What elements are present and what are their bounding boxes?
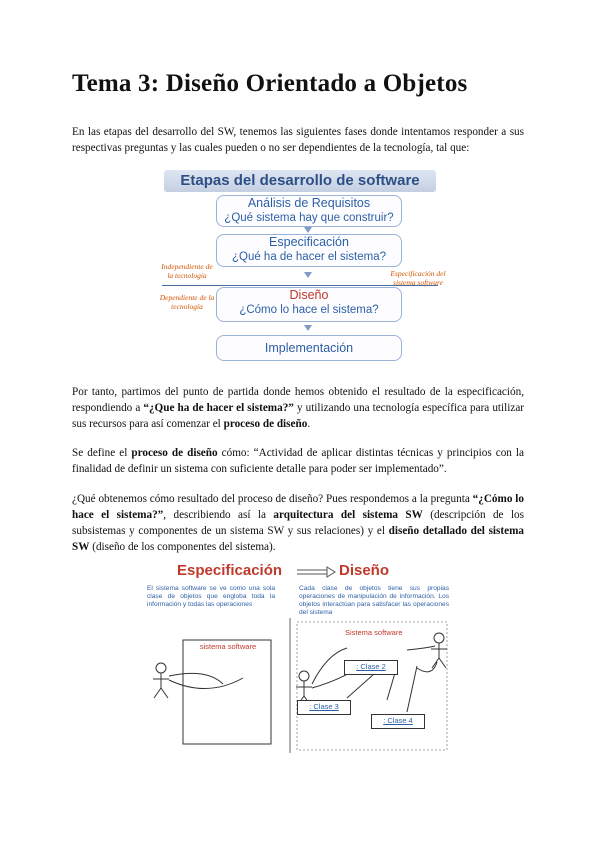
class-3-box [297, 700, 351, 715]
intro-line-1: En las etapas del desarrollo del SW, tenemos las siguientes fases donde intentamos responder a sus [72, 126, 524, 138]
left-system-label: sistema software [199, 642, 257, 651]
stage-implementation [216, 335, 402, 361]
stage-specification-title: Especificación [269, 235, 349, 249]
paragraph-design-result [72, 491, 524, 555]
text: (descripción de los subsistemas [72, 509, 524, 537]
text: . [307, 418, 311, 430]
diagram-lines [147, 618, 457, 753]
bold-term: diseño detallado del sistema SW [72, 525, 524, 553]
arrow-down-icon [304, 272, 312, 278]
page-title: Tema 3: Diseño Orientado a Objetos [72, 70, 468, 97]
design-heading: Diseño [339, 562, 390, 579]
stages-diagram [158, 168, 444, 370]
class-2-label: : Clase 2 [356, 662, 386, 671]
stage-design [216, 287, 402, 322]
paragraph-design-definition [72, 445, 524, 477]
text: y componentes de un sistema SW y sus relaciones) y el [129, 525, 389, 537]
paragraph-starting-point [72, 384, 524, 432]
text: y utilizando una tecnología específica para utilizar [293, 402, 525, 414]
text: respondiendo a [72, 402, 144, 414]
arrow-right-icon [297, 566, 337, 578]
text: cómo: “Actividad de aplicar distintas técnicas y principios con la [217, 447, 525, 459]
text: los componentes del sistema). [141, 541, 276, 553]
bold-question: “¿Cómo lo [472, 493, 524, 505]
text: Por tanto, partimos del punto de partida donde hemos obtenido el resultado de la especificación, [72, 386, 524, 398]
text: , describiendo así la [163, 509, 274, 521]
spec-vs-design-diagram [147, 558, 457, 753]
class-2-box [344, 660, 398, 675]
label-tech-independent: Independiente de la tecnología [161, 262, 213, 280]
stages-diagram-header: Etapas del desarrollo de software [164, 170, 436, 192]
spec-description: El sistema software se ve como una sola clase de objetos que engloba toda la información y todas las operaciones [147, 585, 275, 608]
text: ¿Qué obtenemos cómo resultado del proceso de diseño? Pues respondemos a la pregunta [72, 493, 473, 505]
text: (diseño de [89, 541, 139, 553]
intro-paragraph [72, 124, 524, 156]
design-description: Cada clase de objetos tiene sus propias operaciones de manipulación de información. Los objetos interactúan para satisfacer las operaciones del sistema [299, 585, 449, 616]
bold-term: proceso de diseño [223, 418, 308, 430]
text: sus recursos para así comenzar el [72, 418, 224, 430]
arrow-down-icon [304, 325, 312, 331]
stage-analysis [216, 195, 402, 227]
arrow-down-icon [304, 227, 312, 233]
intro-line-2: respectivas preguntas y las cuales pueden o no ser dependientes de la tecnología, tal que: [72, 142, 470, 154]
stage-design-title: Diseño [289, 288, 329, 302]
label-tech-dependent: Dependiente de la tecnología [159, 293, 215, 311]
stage-analysis-title: Análisis de Requisitos [247, 196, 371, 210]
stage-implementation-title: Implementación [264, 341, 354, 355]
class-4-label: : Clase 4 [383, 716, 413, 725]
bold-term: arquitectura del sistema SW [273, 509, 423, 521]
right-system-label: Sistema software [345, 628, 403, 637]
class-4-box [371, 714, 425, 729]
bold-question: “¿Que ha de hacer el sistema?” [143, 402, 294, 414]
bold-question: hace el sistema?” [72, 509, 164, 521]
spec-heading: Especificación [177, 562, 283, 579]
text: finalidad de definir un sistema con suficiente detalle para poder ser implementado”. [72, 463, 447, 475]
class-3-label: : Clase 3 [309, 702, 339, 711]
stage-specification [216, 234, 402, 267]
stage-analysis-question: ¿Qué sistema hay que construir? [224, 212, 394, 224]
label-system-specification: Especificación del sistema software [390, 269, 446, 287]
stage-design-question: ¿Cómo lo hace el sistema? [239, 304, 379, 316]
bold-term: proceso de diseño [131, 447, 218, 459]
text: Se define el [72, 447, 132, 459]
stage-specification-question: ¿Qué ha de hacer el sistema? [231, 251, 387, 263]
